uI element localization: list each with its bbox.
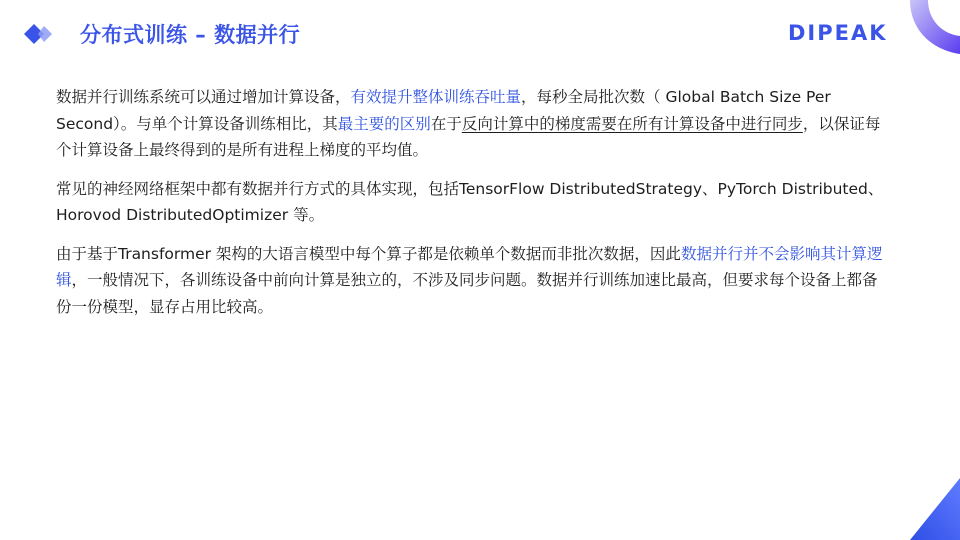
highlight-main-difference: 最主要的区别 [337,114,431,133]
text-span: 在于 [430,114,462,133]
text-span: ，一般情况下，各训练设备中前向计算是独立的，不涉及同步问题。数据并行训练加速比最高，但要求每个设备上都备份一份模型，显存占用比较高。 [56,271,878,316]
underline-gradient-sync: 反向计算中的梯度需要在所有计算设备中进行同步 [461,114,803,133]
text-span: ，以保证每个计算设备上最终得到的是所有进程上梯度的平均值。 [56,114,881,159]
diamond-logo-icon [22,22,56,46]
highlight-compute-logic: 数据并行并不会影响其计算逻辑 [56,244,883,289]
slide-title: 分布式训练 – 数据并行 [80,23,301,47]
corner-decoration-top [902,0,960,54]
text-span: 数据并行训练系统可以通过增加计算设备， [56,88,351,106]
paragraph-frameworks [56,176,886,229]
text-span: ，每秒全局批次数（ Global Batch Size Per Second）。与单个计算设备训练相比，其 [56,88,831,133]
slide-content [56,84,886,332]
text-span: 常见的神经网络框架中都有数据并行方式的具体实现，包括TensorFlow DistributedStrategy、PyTorch Distributed、Horovod DistributedOptimizer 等。 [56,179,884,224]
corner-decoration-bottom [910,478,960,540]
slide-header [0,0,960,70]
paragraph-data-parallel-intro [56,84,886,164]
paragraph-transformer [56,241,886,321]
brand-logo [788,20,898,44]
text-span: 由于基于Transformer 架构的大语言模型中每个算子都是依赖单个数据而非批次数据，因此 [56,244,681,263]
brand-logo-text: DIPEAK [788,21,888,44]
highlight-throughput: 有效提升整体训练吞吐量 [350,88,522,106]
